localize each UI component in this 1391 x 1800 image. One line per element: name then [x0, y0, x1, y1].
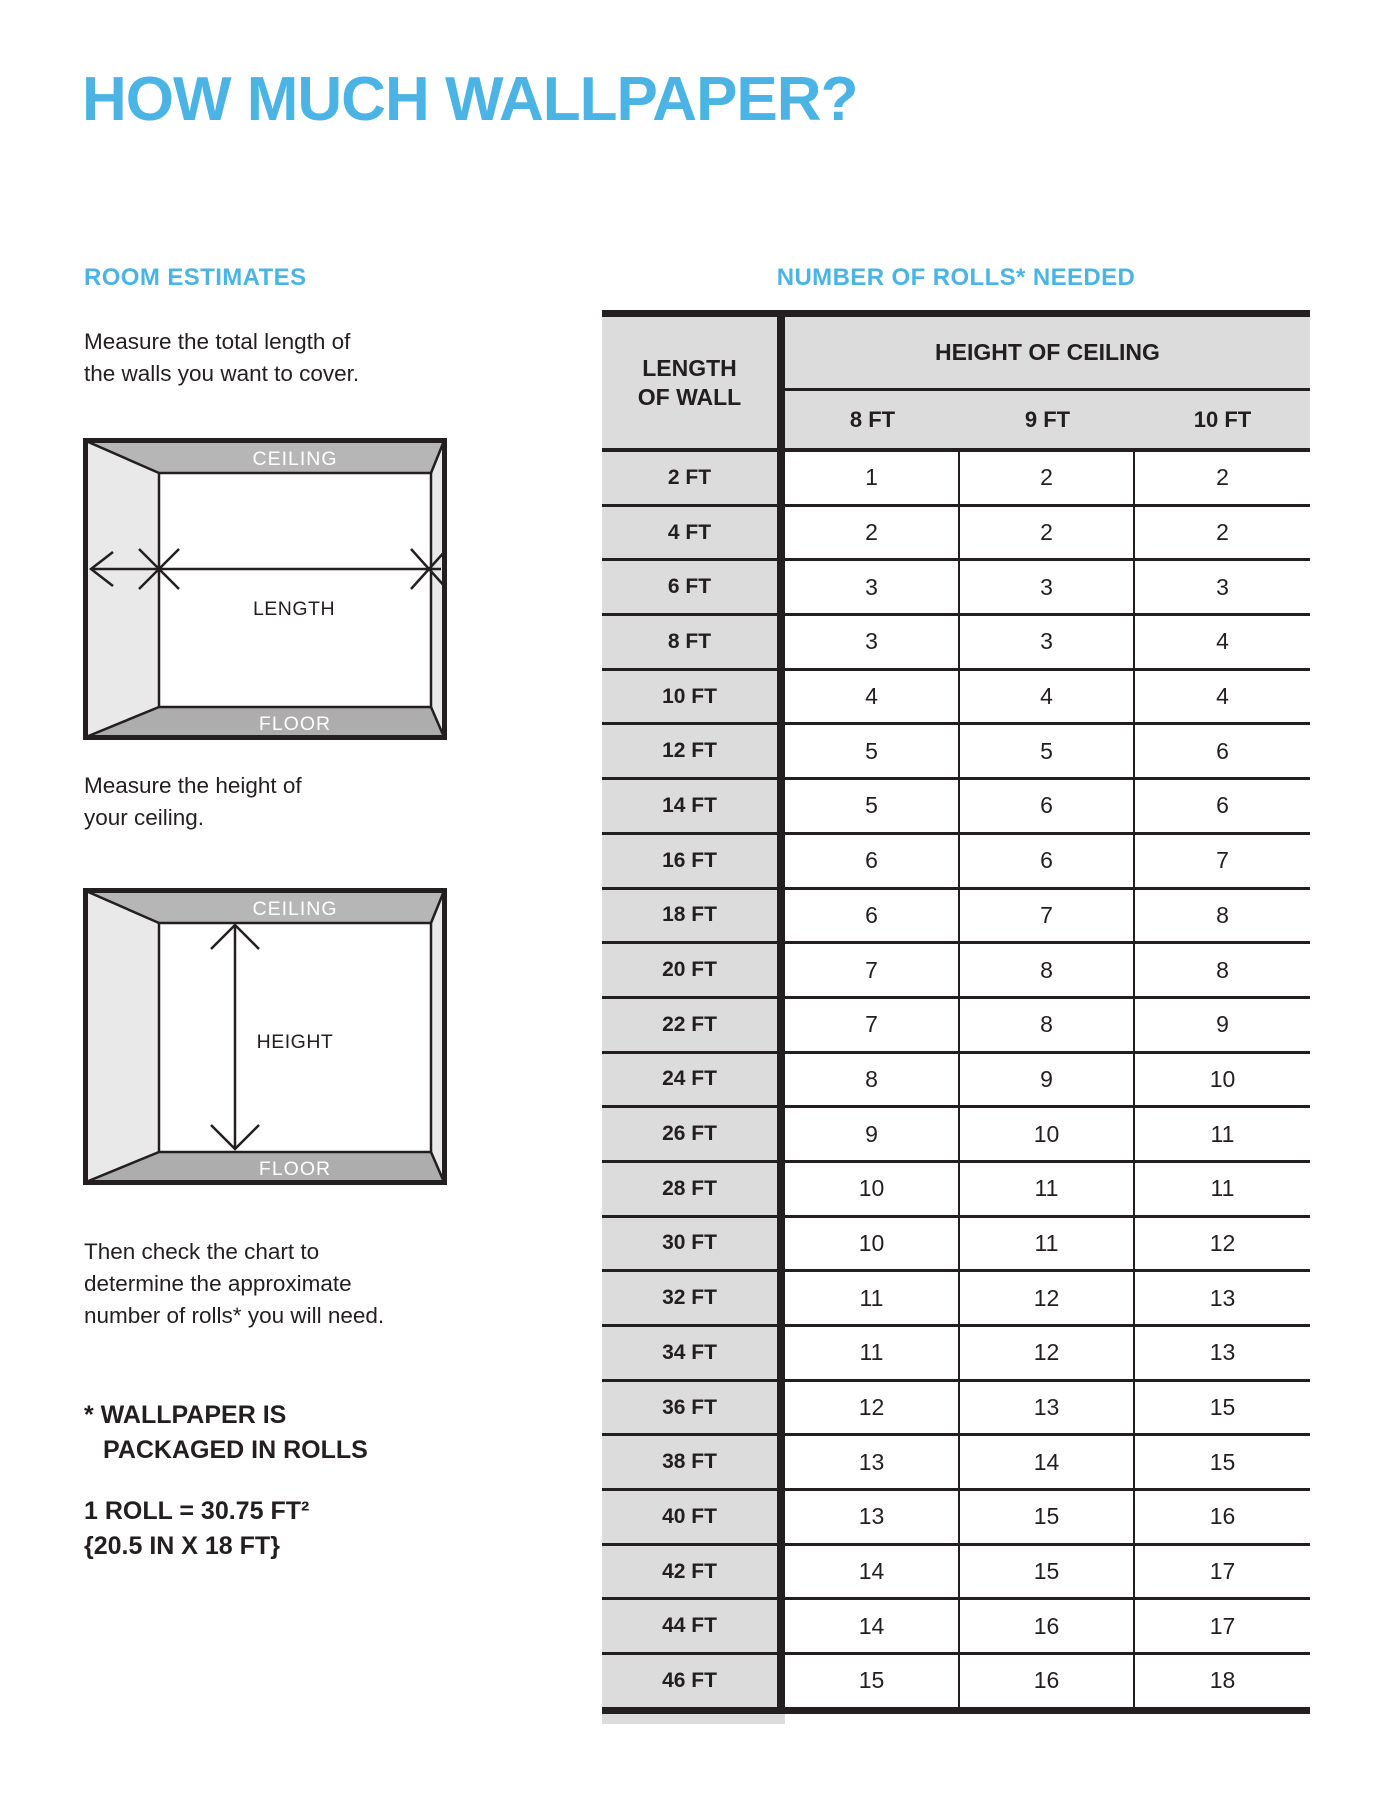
roll-count-cell: 5 [785, 780, 960, 832]
table-divider [777, 999, 785, 1051]
roll-count-cell: 8 [785, 1054, 960, 1106]
table-row [602, 1491, 1310, 1546]
roll-count-cell: 3 [1135, 561, 1310, 613]
roll-count-cell: 6 [1135, 780, 1310, 832]
roll-count-cell: 4 [1135, 616, 1310, 668]
floor-label: FLOOR [258, 1158, 332, 1180]
table-divider [777, 944, 785, 996]
room-length-diagram [83, 438, 447, 740]
table-divider [777, 725, 785, 777]
instruction-measure-height [84, 770, 302, 834]
roll-count-cell: 7 [785, 944, 960, 996]
table-divider [777, 671, 785, 723]
table-row [602, 1272, 1310, 1327]
instruction-line: number of rolls* you will need. [84, 1303, 385, 1328]
roll-size-note [84, 1494, 309, 1564]
roll-count-cell: 4 [1135, 671, 1310, 723]
roll-count-cell: 7 [785, 999, 960, 1051]
roll-count-cell: 15 [1135, 1436, 1310, 1488]
roll-count-cell: 11 [785, 1327, 960, 1379]
row-label: 20 FT [602, 944, 777, 996]
row-label: 10 FT [602, 671, 777, 723]
roll-count-cell: 2 [960, 507, 1135, 559]
roll-count-cell: 12 [1135, 1218, 1310, 1270]
roll-count-cell: 8 [1135, 944, 1310, 996]
table-row [602, 1163, 1310, 1218]
roll-count-cell: 18 [1135, 1655, 1310, 1707]
table-row [602, 1218, 1310, 1273]
table-top-border [602, 310, 1310, 317]
table-divider [777, 1655, 785, 1707]
roll-count-cell: 2 [1135, 507, 1310, 559]
roll-count-cell: 5 [960, 725, 1135, 777]
table-divider [777, 561, 785, 613]
row-label: 46 FT [602, 1655, 777, 1707]
col-headers-row [785, 391, 1310, 448]
roll-count-cell: 15 [960, 1546, 1135, 1598]
roll-count-cell: 6 [785, 835, 960, 887]
roll-count-cell: 13 [785, 1491, 960, 1543]
table-divider [777, 1218, 785, 1270]
table-row [602, 725, 1310, 780]
roll-count-cell: 6 [960, 835, 1135, 887]
wallpaper-rolls-note [84, 1398, 368, 1468]
table-divider [777, 1272, 785, 1324]
row-label: 40 FT [602, 1491, 777, 1543]
col-header-9ft: 9 FT [1024, 406, 1071, 432]
table-divider [777, 1108, 785, 1160]
row-label: 8 FT [602, 616, 777, 668]
roll-count-cell: 13 [785, 1436, 960, 1488]
table-divider [777, 1327, 785, 1379]
roll-count-cell: 11 [960, 1218, 1135, 1270]
roll-size-line: {20.5 IN X 18 FT} [84, 1532, 280, 1560]
row-label: 30 FT [602, 1218, 777, 1270]
row-label: 34 FT [602, 1327, 777, 1379]
roll-count-cell: 14 [960, 1436, 1135, 1488]
roll-count-cell: 3 [785, 616, 960, 668]
table-bottom-border [602, 1707, 1310, 1714]
roll-count-cell: 7 [1135, 835, 1310, 887]
table-row [602, 1600, 1310, 1655]
roll-count-cell: 10 [785, 1163, 960, 1215]
table-divider [777, 1546, 785, 1598]
roll-count-cell: 12 [785, 1382, 960, 1434]
roll-count-cell: 10 [785, 1218, 960, 1270]
roll-count-cell: 12 [960, 1327, 1135, 1379]
roll-count-cell: 13 [960, 1382, 1135, 1434]
note-line: PACKAGED IN ROLLS [103, 1436, 368, 1464]
roll-count-cell: 9 [960, 1054, 1135, 1106]
row-group-header-line: OF WALL [637, 383, 742, 410]
ceiling-label: CEILING [252, 898, 338, 920]
row-label: 22 FT [602, 999, 777, 1051]
back-wall-surface [159, 473, 431, 707]
roll-count-cell: 9 [785, 1108, 960, 1160]
roll-count-cell: 13 [1135, 1272, 1310, 1324]
roll-count-cell: 14 [785, 1546, 960, 1598]
roll-count-cell: 8 [960, 944, 1135, 996]
table-divider [777, 1436, 785, 1488]
roll-size-line: 1 ROLL = 30.75 FT² [84, 1497, 310, 1525]
table-row [602, 999, 1310, 1054]
table-row [602, 671, 1310, 726]
roll-count-cell: 11 [1135, 1108, 1310, 1160]
row-label: 14 FT [602, 780, 777, 832]
roll-count-cell: 2 [960, 452, 1135, 504]
roll-count-cell: 16 [960, 1600, 1135, 1652]
left-wall-surface [86, 891, 159, 1182]
table-header [602, 317, 1310, 448]
roll-count-cell: 13 [1135, 1327, 1310, 1379]
room-height-diagram [83, 888, 447, 1185]
table-row [602, 780, 1310, 835]
table-row [602, 890, 1310, 945]
instruction-check-chart [84, 1236, 384, 1332]
roll-count-cell: 3 [785, 561, 960, 613]
table-divider [777, 1163, 785, 1215]
table-row [602, 1655, 1310, 1707]
table-divider [777, 835, 785, 887]
roll-count-cell: 8 [960, 999, 1135, 1051]
table-divider [777, 317, 785, 448]
instruction-line: Measure the total length of [84, 329, 351, 354]
table-row [602, 561, 1310, 616]
roll-count-cell: 4 [785, 671, 960, 723]
roll-count-cell: 3 [960, 561, 1135, 613]
table-row [602, 1436, 1310, 1491]
table-divider [777, 890, 785, 942]
instruction-line: the walls you want to cover. [84, 361, 360, 386]
col-group-header: HEIGHT OF CEILING [785, 317, 1310, 391]
height-label: HEIGHT [256, 1031, 334, 1053]
roll-count-cell: 2 [785, 507, 960, 559]
table-row [602, 835, 1310, 890]
roll-count-cell: 6 [960, 780, 1135, 832]
roll-count-cell: 11 [960, 1163, 1135, 1215]
row-label: 42 FT [602, 1546, 777, 1598]
row-label: 36 FT [602, 1382, 777, 1434]
row-label: 24 FT [602, 1054, 777, 1106]
rolls-table [602, 310, 1310, 1724]
table-footer-sliver [602, 1714, 785, 1724]
roll-count-cell: 1 [785, 452, 960, 504]
table-row [602, 507, 1310, 562]
section-heading-rolls-needed: NUMBER OF ROLLS* NEEDED [776, 264, 1136, 291]
roll-count-cell: 9 [1135, 999, 1310, 1051]
row-label: 16 FT [602, 835, 777, 887]
table-row [602, 1108, 1310, 1163]
row-label: 44 FT [602, 1600, 777, 1652]
table-row [602, 1327, 1310, 1382]
roll-count-cell: 2 [1135, 452, 1310, 504]
row-label: 12 FT [602, 725, 777, 777]
roll-count-cell: 11 [1135, 1163, 1310, 1215]
roll-count-cell: 7 [960, 890, 1135, 942]
left-wall-surface [86, 441, 159, 737]
table-row [602, 1546, 1310, 1601]
row-label: 4 FT [602, 507, 777, 559]
row-label: 18 FT [602, 890, 777, 942]
table-divider [777, 1600, 785, 1652]
roll-count-cell: 12 [960, 1272, 1135, 1324]
col-header-10ft: 10 FT [1193, 406, 1252, 432]
instruction-line: Then check the chart to [84, 1239, 320, 1264]
row-group-header-line: LENGTH [642, 354, 737, 381]
roll-count-cell: 10 [960, 1108, 1135, 1160]
roll-count-cell: 5 [785, 725, 960, 777]
length-label: LENGTH [252, 598, 336, 620]
roll-count-cell: 6 [785, 890, 960, 942]
table-divider [777, 1054, 785, 1106]
table-divider [777, 780, 785, 832]
table-row [602, 1054, 1310, 1109]
table-divider [777, 616, 785, 668]
roll-count-cell: 17 [1135, 1600, 1310, 1652]
roll-count-cell: 14 [785, 1600, 960, 1652]
row-label: 2 FT [602, 452, 777, 504]
instruction-line: your ceiling. [84, 805, 205, 830]
roll-count-cell: 17 [1135, 1546, 1310, 1598]
table-row [602, 1382, 1310, 1437]
ceiling-label: CEILING [252, 448, 338, 470]
table-divider [777, 1382, 785, 1434]
row-label: 32 FT [602, 1272, 777, 1324]
table-row [602, 616, 1310, 671]
table-row [602, 452, 1310, 507]
roll-count-cell: 11 [785, 1272, 960, 1324]
roll-count-cell: 16 [1135, 1491, 1310, 1543]
roll-count-cell: 16 [960, 1655, 1135, 1707]
row-label: 28 FT [602, 1163, 777, 1215]
row-group-header [602, 317, 777, 448]
roll-count-cell: 8 [1135, 890, 1310, 942]
table-divider [777, 452, 785, 504]
floor-label: FLOOR [258, 713, 332, 735]
table-divider [777, 1491, 785, 1543]
page-title: HOW MUCH WALLPAPER? [82, 65, 858, 134]
table-body [602, 452, 1310, 1707]
roll-count-cell: 3 [960, 616, 1135, 668]
col-header-8ft: 8 FT [849, 406, 896, 432]
roll-count-cell: 15 [1135, 1382, 1310, 1434]
row-label: 26 FT [602, 1108, 777, 1160]
table-divider [777, 507, 785, 559]
section-heading-room-estimates: ROOM ESTIMATES [84, 264, 307, 291]
roll-count-cell: 6 [1135, 725, 1310, 777]
row-label: 6 FT [602, 561, 777, 613]
table-row [602, 944, 1310, 999]
roll-count-cell: 15 [960, 1491, 1135, 1543]
row-label: 38 FT [602, 1436, 777, 1488]
roll-count-cell: 4 [960, 671, 1135, 723]
roll-count-cell: 15 [785, 1655, 960, 1707]
instruction-measure-length [84, 326, 359, 390]
instruction-line: determine the approximate [84, 1271, 352, 1296]
roll-count-cell: 10 [1135, 1054, 1310, 1106]
note-line: * WALLPAPER IS [84, 1401, 287, 1429]
instruction-line: Measure the height of [84, 773, 302, 798]
